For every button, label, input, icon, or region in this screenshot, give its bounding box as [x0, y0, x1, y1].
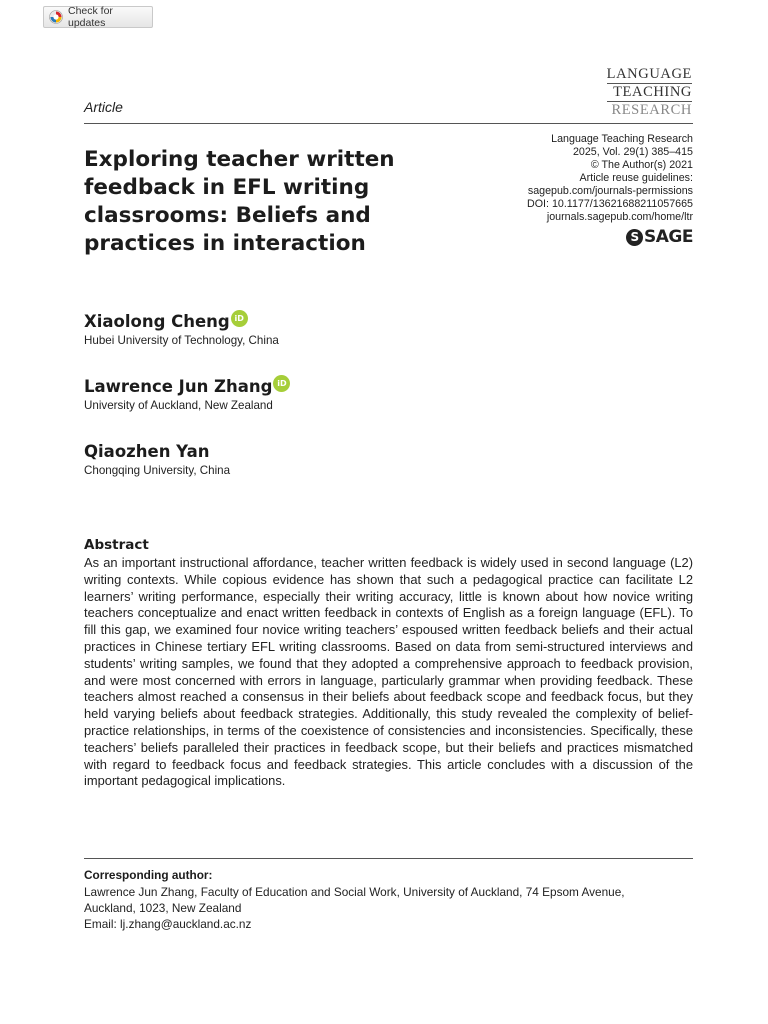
journal-logo	[607, 66, 692, 119]
orcid-icon[interactable]: iD	[231, 310, 248, 327]
author-name-text: Xiaolong Cheng	[84, 312, 230, 331]
check-for-updates-button[interactable]	[43, 6, 153, 28]
check-updates-icon	[49, 10, 63, 24]
author-name	[84, 377, 290, 396]
author-name-text: Qiaozhen Yan	[84, 442, 210, 461]
article-type-label: Article	[84, 99, 123, 115]
journal-logo-line1: LANGUAGE	[606, 66, 692, 82]
reuse-link[interactable]: sagepub.com/journals-permissions	[527, 185, 693, 197]
check-updates-label: Check for updates	[68, 5, 113, 29]
author-name	[84, 312, 248, 331]
author-name	[84, 442, 210, 461]
author-name-text: Lawrence Jun Zhang	[84, 377, 273, 396]
footnote-divider	[84, 858, 693, 859]
doi[interactable]: DOI: 10.1177/13621688211057665	[527, 198, 693, 210]
journal-logo-line3: RESEARCH	[611, 102, 692, 118]
corresponding-heading: Corresponding author:	[84, 868, 213, 882]
journal-home-link[interactable]: journals.sagepub.com/home/ltr	[546, 211, 693, 223]
publisher-logo	[626, 227, 693, 247]
author-affiliation: Chongqing University, China	[84, 464, 231, 477]
header-divider	[84, 123, 693, 124]
author-affiliation: Hubei University of Technology, China	[84, 334, 279, 347]
author-affiliation: University of Auckland, New Zealand	[84, 399, 273, 412]
article-title: Exploring teacher written feedback in EFL writing classrooms: Beliefs and practices in interaction	[84, 147, 395, 256]
publication-meta	[433, 133, 693, 224]
publisher-name: SAGE	[644, 227, 693, 247]
corresponding-address-line1: Lawrence Jun Zhang, Faculty of Education and Social Work, University of Auckland, 74 Epsom Avenue,	[84, 885, 625, 899]
abstract-text: As an important instructional affordance, teacher written feedback is widely used in second language (L2) writing contexts. While copious evidence has shown that such a pedagogical practice can facilitate L2 learners’ writing performance, especially their writing accuracy, little is known about how novice writing teachers conceptualize and enact written feedback in contexts of English as a foreign language (EFL). To fill this gap, we examined four novice writing teachers’ espoused written feedback beliefs and their actual practices in Chinese tertiary EFL writing classrooms. Based on data from semi-structured interviews and students’ writing samples, we found that they adopted a comprehensive approach to feedback provision, and were most concerned with errors in language, particularly grammar when providing feedback. These teachers almost reached a consensus in their beliefs about feedback scope and feedback focus, but they held varying beliefs about feedback strategies. Additionally, this study revealed the complexity of belief-practice relationships, in terms of the coexistence of consistencies and inconsistencies. Specifically, these teachers’ beliefs paralleled their practices in feedback scope, but their beliefs and practices mismatched with regard to feedback focus and feedback strategies. This article concludes with a discussion of the important pedagogical implications.	[84, 555, 693, 789]
sage-icon: S	[626, 229, 643, 246]
copyright: © The Author(s) 2021	[590, 159, 693, 171]
corresponding-email[interactable]: Email: lj.zhang@auckland.ac.nz	[84, 917, 252, 931]
corresponding-details	[84, 884, 684, 932]
volume-info: 2025, Vol. 29(1) 385–415	[572, 146, 693, 158]
abstract-heading: Abstract	[84, 537, 149, 553]
journal-name: Language Teaching Research	[551, 133, 693, 145]
corresponding-address-line2: Auckland, 1023, New Zealand	[84, 901, 242, 915]
orcid-icon[interactable]: iD	[273, 375, 290, 392]
reuse-label: Article reuse guidelines:	[579, 172, 693, 184]
journal-logo-line2: TEACHING	[613, 84, 692, 100]
